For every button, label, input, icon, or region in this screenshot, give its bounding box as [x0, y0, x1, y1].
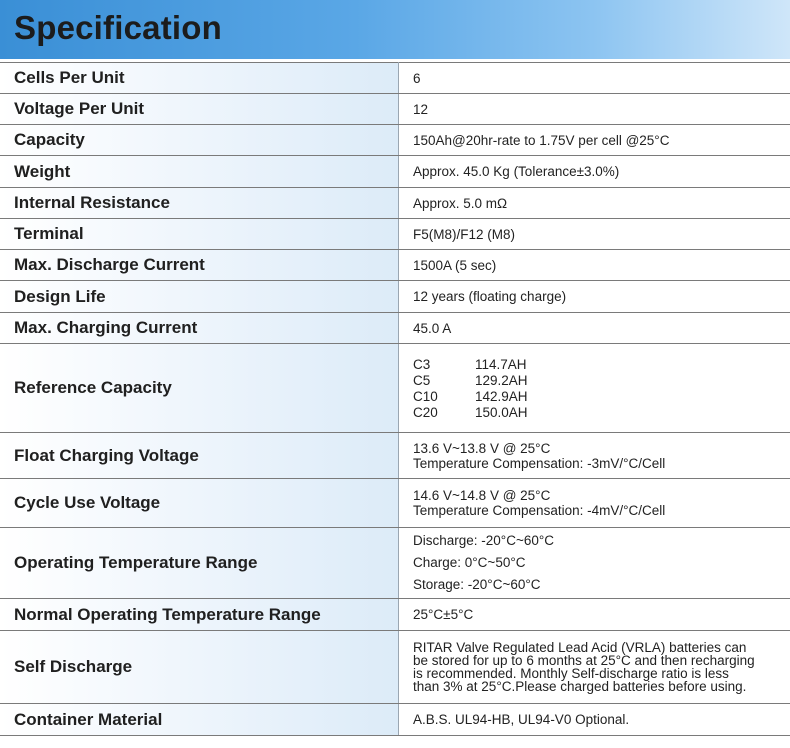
- spec-row-max-charging-current: [0, 313, 790, 344]
- rate-label: C5: [413, 372, 431, 388]
- spec-label: Reference Capacity: [0, 344, 399, 433]
- page-title: Specification: [14, 9, 222, 46]
- spec-label: Max. Discharge Current: [0, 250, 399, 281]
- spec-value: 45.0 A: [399, 313, 790, 344]
- spec-label: Max. Charging Current: [0, 313, 399, 344]
- spec-label: Container Material: [0, 704, 399, 736]
- value-line: be stored for up to 6 months at 25°C and then recharging: [413, 653, 755, 668]
- spec-row-design-life: [0, 281, 790, 313]
- rate-label: C3: [413, 356, 431, 372]
- spec-label: Terminal: [0, 219, 399, 250]
- spec-row-container-material: [0, 704, 790, 736]
- spec-value: 150Ah@20hr-rate to 1.75V per cell @25°C: [399, 125, 790, 156]
- spec-value: 1500A (5 sec): [399, 250, 790, 281]
- spec-label: Float Charging Voltage: [0, 433, 399, 479]
- value-line: RITAR Valve Regulated Lead Acid (VRLA) batteries can: [413, 640, 747, 655]
- value-line: is recommended. Monthly Self-discharge ratio is less: [413, 666, 729, 681]
- spec-label: Cells Per Unit: [0, 63, 399, 94]
- rate-value: 114.7AH: [475, 356, 527, 372]
- value-line: Discharge: -20°C~60°C: [413, 533, 554, 548]
- spec-value: [399, 433, 790, 479]
- rate-value: 150.0AH: [475, 404, 528, 420]
- spec-value: 25°C±5°C: [399, 599, 790, 631]
- spec-row-operating-temperature-range: [0, 528, 790, 599]
- rate-label: C20: [413, 404, 438, 420]
- spec-row-terminal: [0, 219, 790, 250]
- spec-label: Voltage Per Unit: [0, 94, 399, 125]
- spec-label: Design Life: [0, 281, 399, 313]
- spec-label: Self Discharge: [0, 631, 399, 704]
- spec-row-capacity: [0, 125, 790, 156]
- spec-label: Operating Temperature Range: [0, 528, 399, 599]
- spec-label: Capacity: [0, 125, 399, 156]
- spec-row-weight: [0, 156, 790, 188]
- spec-value: 6: [399, 63, 790, 94]
- spec-row-cells-per-unit: [0, 63, 790, 94]
- value-line: Charge: 0°C~50°C: [413, 555, 526, 570]
- spec-row-normal-operating-temperature-range: [0, 599, 790, 631]
- rate-label: C10: [413, 388, 438, 404]
- spec-value: A.B.S. UL94-HB, UL94-V0 Optional.: [399, 704, 790, 736]
- rate-value: 142.9AH: [475, 388, 528, 404]
- spec-row-max-discharge-current: [0, 250, 790, 281]
- value-line: than 3% at 25°C.Please charged batteries before using.: [413, 679, 747, 694]
- spec-row-self-discharge: [0, 631, 790, 704]
- spec-value: [399, 479, 790, 528]
- spec-value: Approx. 45.0 Kg (Tolerance±3.0%): [399, 156, 790, 188]
- spec-value: [399, 344, 790, 433]
- value-line: Temperature Compensation: -4mV/°C/Cell: [413, 503, 666, 518]
- value-line: Storage: -20°C~60°C: [413, 577, 541, 592]
- value-line: 13.6 V~13.8 V @ 25°C: [413, 440, 551, 456]
- header-banner: [0, 0, 790, 59]
- value-line: Temperature Compensation: -3mV/°C/Cell: [413, 455, 666, 471]
- spec-label: Normal Operating Temperature Range: [0, 599, 399, 631]
- spec-row-float-charging-voltage: [0, 433, 790, 479]
- spec-row-cycle-use-voltage: [0, 479, 790, 528]
- spec-table: [0, 62, 790, 736]
- spec-row-internal-resistance: [0, 188, 790, 219]
- spec-label: Weight: [0, 156, 399, 188]
- spec-value: Approx. 5.0 mΩ: [399, 188, 790, 219]
- rate-value: 129.2AH: [475, 372, 528, 388]
- value-line: 14.6 V~14.8 V @ 25°C: [413, 488, 551, 503]
- spec-row-reference-capacity: [0, 344, 790, 433]
- spec-value: [399, 528, 790, 599]
- spec-value: [399, 631, 790, 704]
- spec-value: 12: [399, 94, 790, 125]
- reference-capacity-list: [413, 357, 790, 420]
- spec-row-voltage-per-unit: [0, 94, 790, 125]
- spec-label: Internal Resistance: [0, 188, 399, 219]
- spec-label: Cycle Use Voltage: [0, 479, 399, 528]
- spec-value: 12 years (floating charge): [399, 281, 790, 313]
- spec-value: F5(M8)/F12 (M8): [399, 219, 790, 250]
